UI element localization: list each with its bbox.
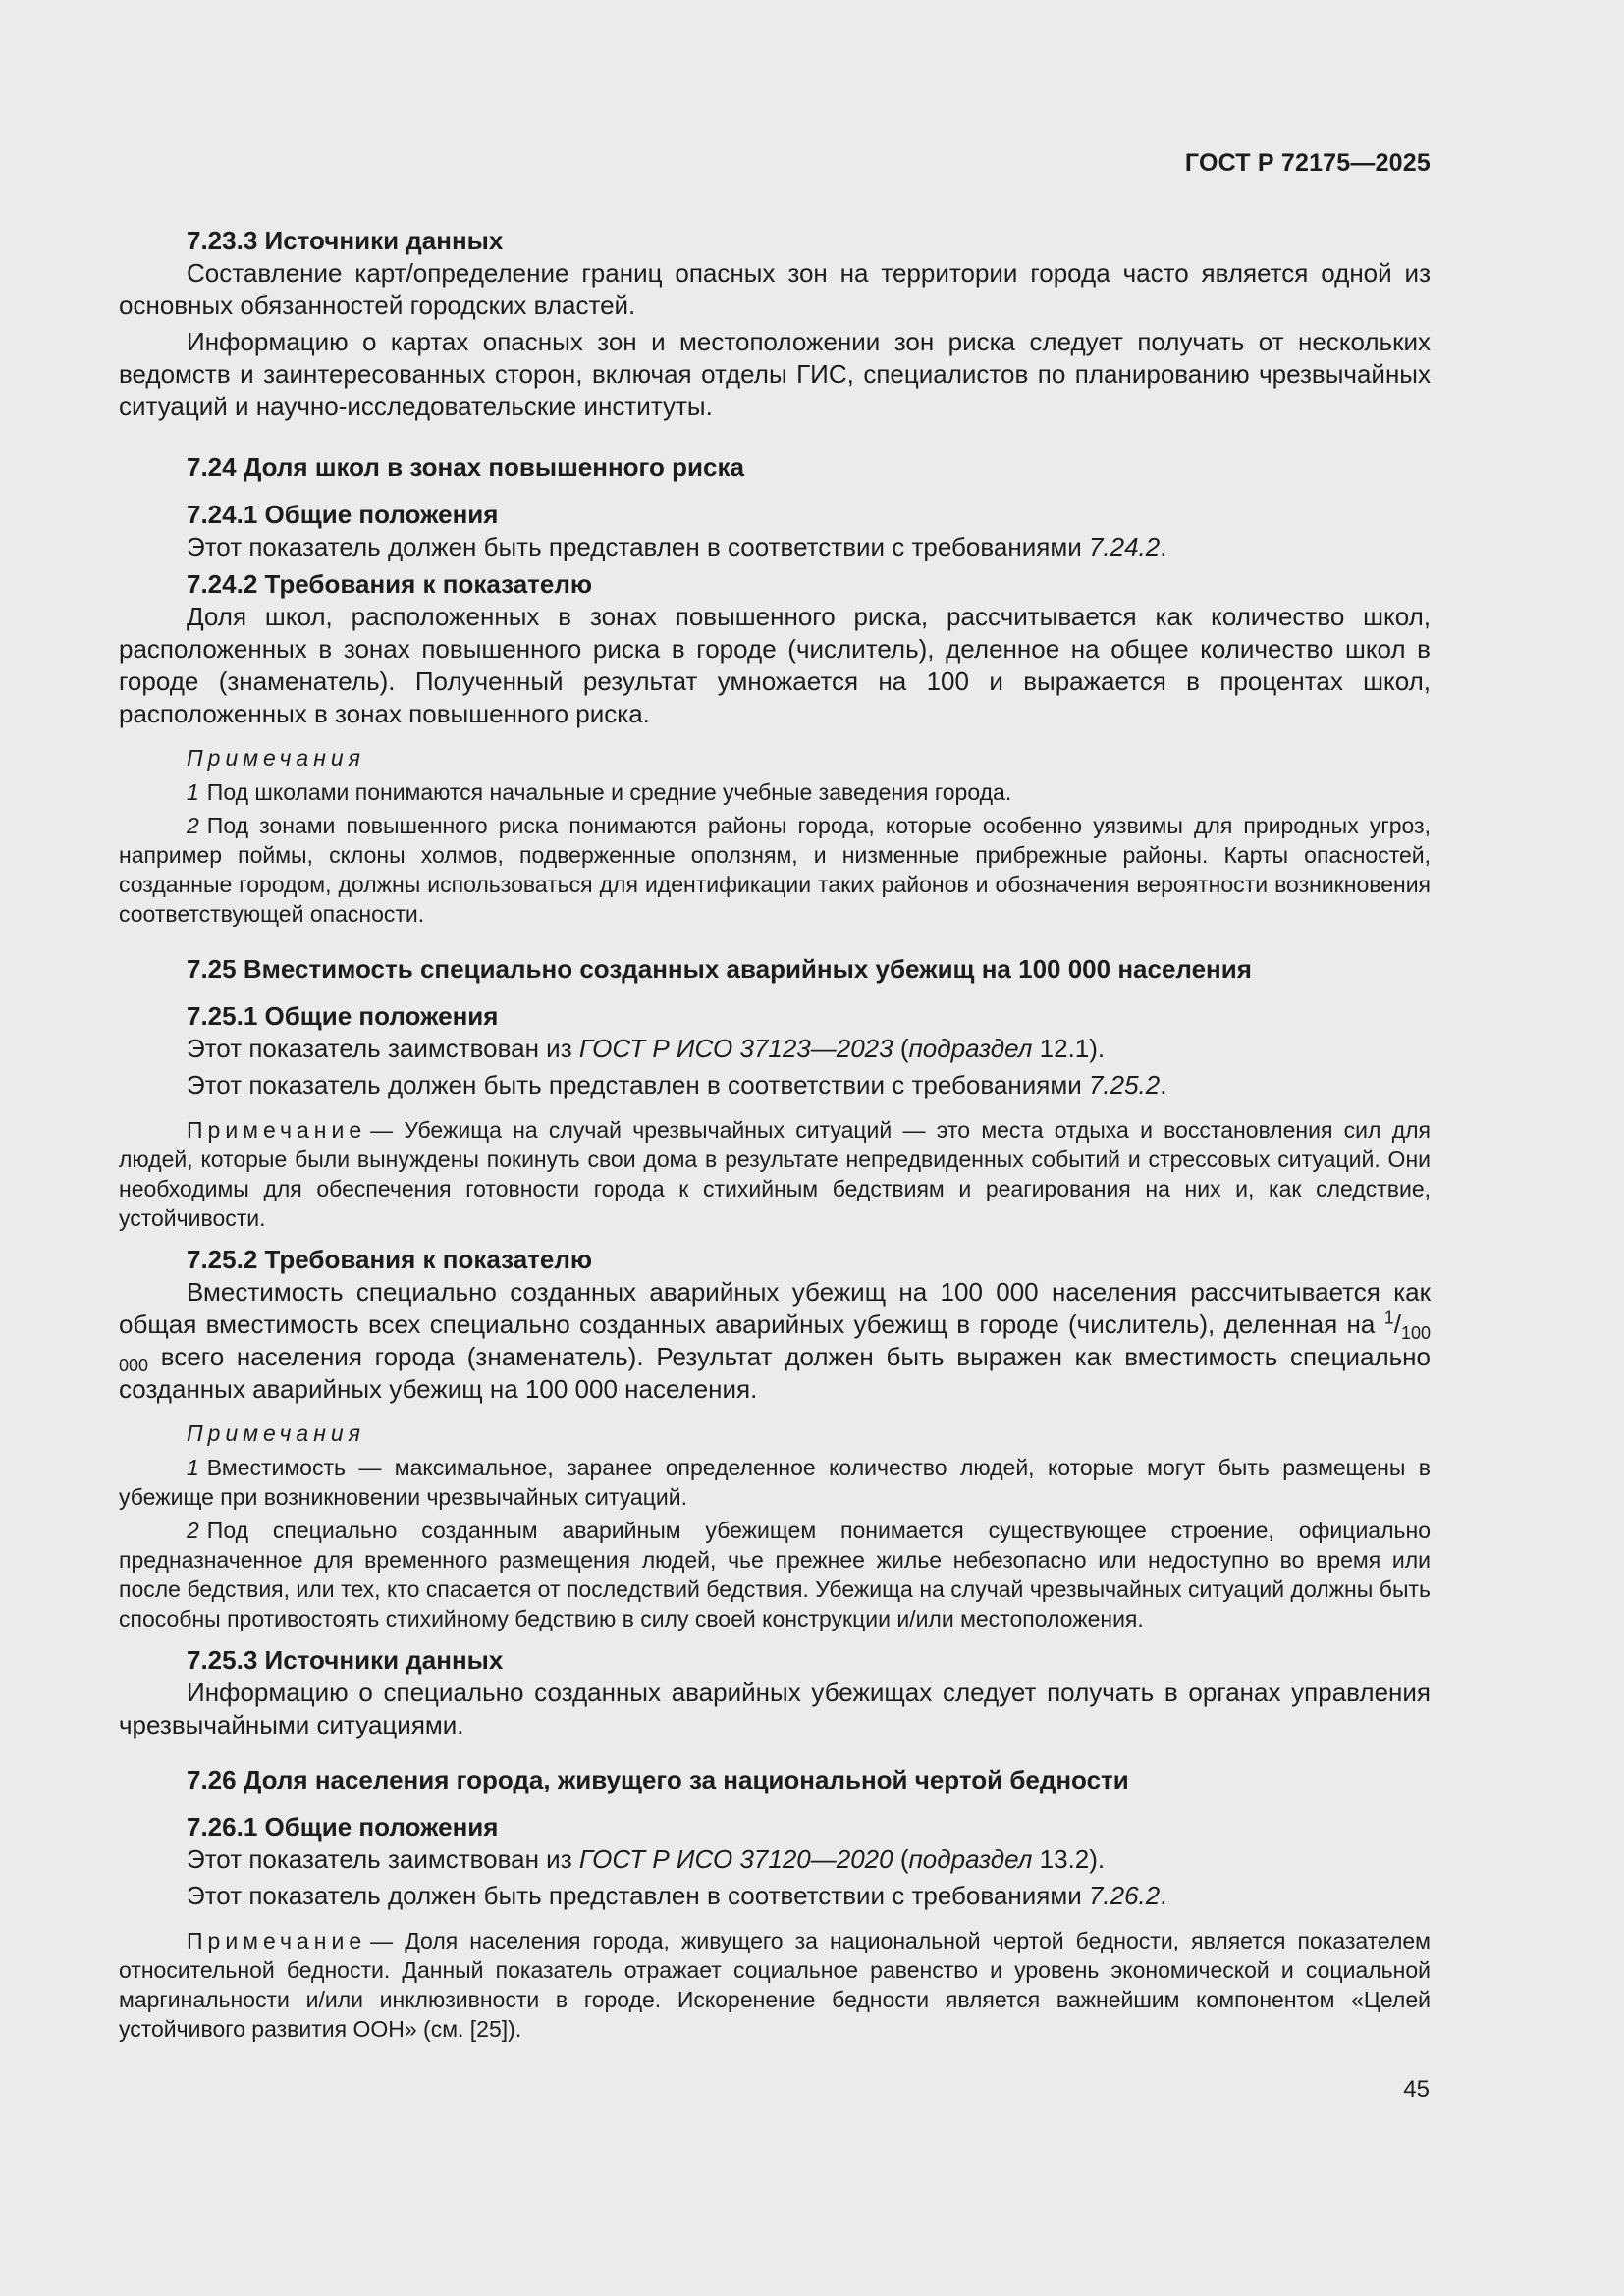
text: .: [1160, 532, 1167, 561]
note-item: [119, 811, 1431, 929]
note-item: [119, 1926, 1431, 2044]
cross-reference: 7.26.2: [1088, 1881, 1161, 1910]
document-body: [119, 224, 1431, 2048]
paragraph: Составление карт/определение границ опасных зон на территории города часто является одной из основных обязанностей городских властей.: [119, 258, 1431, 320]
paragraph: Информацию о специально созданных аварийных убежищах следует получать в органах управления чрезвычайными ситуациями.: [119, 1678, 1431, 1739]
section-heading-7-24-1: 7.24.1 Общие положения: [187, 500, 499, 529]
text: .: [1160, 1881, 1167, 1910]
paragraph: [119, 1069, 1431, 1101]
cross-reference: 7.25.2: [1088, 1070, 1161, 1099]
fraction-denominator: 100 000: [119, 1323, 1431, 1376]
paragraph: Информацию о картах опасных зон и местоположении зон риска следует получать от нескольких ведомств и заинтересованных сторон, включая отделы ГИС, специалистов по планированию чрезвычайных ситуаций и научно-исследовательские институты.: [119, 327, 1431, 421]
text: Этот показатель заимствован из: [187, 1034, 579, 1063]
paragraph: [119, 1276, 1431, 1406]
text: 13.2).: [1032, 1844, 1106, 1874]
text: Этот показатель должен быть представлен в соответствии с требованиями: [187, 532, 1089, 561]
note-number: 2: [187, 1518, 199, 1543]
section-heading-7-25: 7.25 Вместимость специально созданных аварийных убежищ на 100 000 населения: [187, 954, 1252, 984]
section-heading-7-23-3: 7.23.3 Источники данных: [187, 226, 504, 255]
document-header: ГОСТ Р 72175—2025: [1184, 149, 1431, 177]
paragraph: [119, 1880, 1431, 1912]
text: .: [1160, 1070, 1167, 1099]
fraction-numerator: 1: [1383, 1308, 1394, 1328]
note-item: [119, 1115, 1431, 1233]
paragraph: [119, 1843, 1431, 1876]
notes-heading: Примечания: [187, 1420, 365, 1446]
text: (: [893, 1844, 909, 1874]
note-text: Вместимость — максимальное, заранее определенное количество людей, которые могут быть размещены в убежище при возникновении чрезвычайных ситуаций.: [119, 1455, 1431, 1510]
note-text: — Убежища на случай чрезвычайных ситуаций — это места отдыха и восстановления сил для людей, которые были вынуждены покинуть свои дома в результате непредвиденных событий и стрессовых ситуаций. Они необходимы для обеспечения готовности города к стихийным бедствиям и реагирования на них и, как следствие, устойчивости.: [119, 1117, 1431, 1231]
section-heading-7-25-3: 7.25.3 Источники данных: [187, 1645, 504, 1675]
text: Этот показатель должен быть представлен в соответствии с требованиями: [187, 1070, 1089, 1099]
text: всего населения города (знаменатель). Результат должен быть выражен как вместимость специально созданных аварийных убежищ на 100 000 населения.: [119, 1342, 1431, 1404]
cross-reference: 7.24.2: [1088, 532, 1161, 561]
subsection-label: подраздел: [908, 1844, 1033, 1874]
note-item: [119, 1516, 1431, 1633]
text: Вместимость специально созданных аварийных убежищ на 100 000 населения рассчитывается как общая вместимость всех специально созданных аварийных убежищ в городе (числитель), деленная на: [119, 1277, 1431, 1339]
paragraph: Доля школ, расположенных в зонах повышенного риска, рассчитывается как количество школ, расположенных в зонах повышенного риска в городе (числитель), деленное на общее количество школ в городе (знаменатель). Полученный результат умножается на 100 и выражается в процентах школ, расположенных в зонах повышенного риска.: [119, 602, 1431, 728]
text: Этот показатель должен быть представлен в соответствии с требованиями: [187, 1881, 1089, 1910]
note-text: Под зонами повышенного риска понимаются районы города, которые особенно уязвимы для природных угроз, например поймы, склоны холмов, подверженные оползням, и низменные прибрежные районы. Карты опасностей, созданные городом, должны использоваться для идентификации таких районов и обозначения вероятности возникновения соответствующей опасности.: [119, 813, 1431, 927]
notes-heading: Примечания: [187, 745, 365, 771]
text: 12.1).: [1032, 1034, 1106, 1063]
note-number: 2: [187, 813, 199, 838]
standard-reference: ГОСТ Р ИСО 37120—2020: [578, 1844, 893, 1874]
note-text: — Доля населения города, живущего за национальной чертой бедности, является показателем относительной бедности. Данный показатель отражает социальное равенство и уровень экономической и социальной маргинальности и/или инклюзивности в городе. Искоренение бедности является важнейшим компонентом «Целей устойчивого развития ООН» (см. [25]).: [119, 1928, 1431, 2042]
text: Этот показатель заимствован из: [187, 1844, 579, 1874]
section-heading-7-26: 7.26 Доля населения города, живущего за национальной чертой бедности: [187, 1765, 1129, 1794]
section-heading-7-24: 7.24 Доля школ в зонах повышенного риска: [187, 453, 744, 482]
note-label: Примечание: [187, 1928, 367, 1953]
note-item: [119, 777, 1431, 807]
page-number: 45: [1403, 2076, 1430, 2103]
section-heading-7-25-1: 7.25.1 Общие положения: [187, 1001, 499, 1031]
section-heading-7-26-1: 7.26.1 Общие положения: [187, 1812, 499, 1842]
note-text: Под специально созданным аварийным убежищем понимается существующее строение, официально предназначенное для временного размещения людей, чье прежнее жилье небезопасно или недоступно во время или после бедствия, или тех, кто спасается от последствий бедствия. Убежища на случай чрезвычайных ситуаций должны быть способны противостоять стихийному бедствию в силу своей конструкции и/или местоположения.: [119, 1518, 1431, 1631]
note-item: [119, 1453, 1431, 1512]
paragraph: [119, 531, 1431, 563]
paragraph: [119, 1033, 1431, 1065]
note-number: 1: [187, 1455, 199, 1480]
section-heading-7-25-2: 7.25.2 Требования к показателю: [187, 1245, 593, 1274]
text: (: [893, 1034, 909, 1063]
note-label: Примечание: [187, 1117, 367, 1143]
note-number: 1: [187, 779, 199, 805]
section-heading-7-24-2: 7.24.2 Требования к показателю: [187, 569, 593, 599]
note-text: Под школами понимаются начальные и средние учебные заведения города.: [206, 779, 1012, 805]
fraction-slash: /: [1393, 1309, 1401, 1339]
standard-reference: ГОСТ Р ИСО 37123—2023: [578, 1034, 893, 1063]
subsection-label: подраздел: [908, 1034, 1033, 1063]
